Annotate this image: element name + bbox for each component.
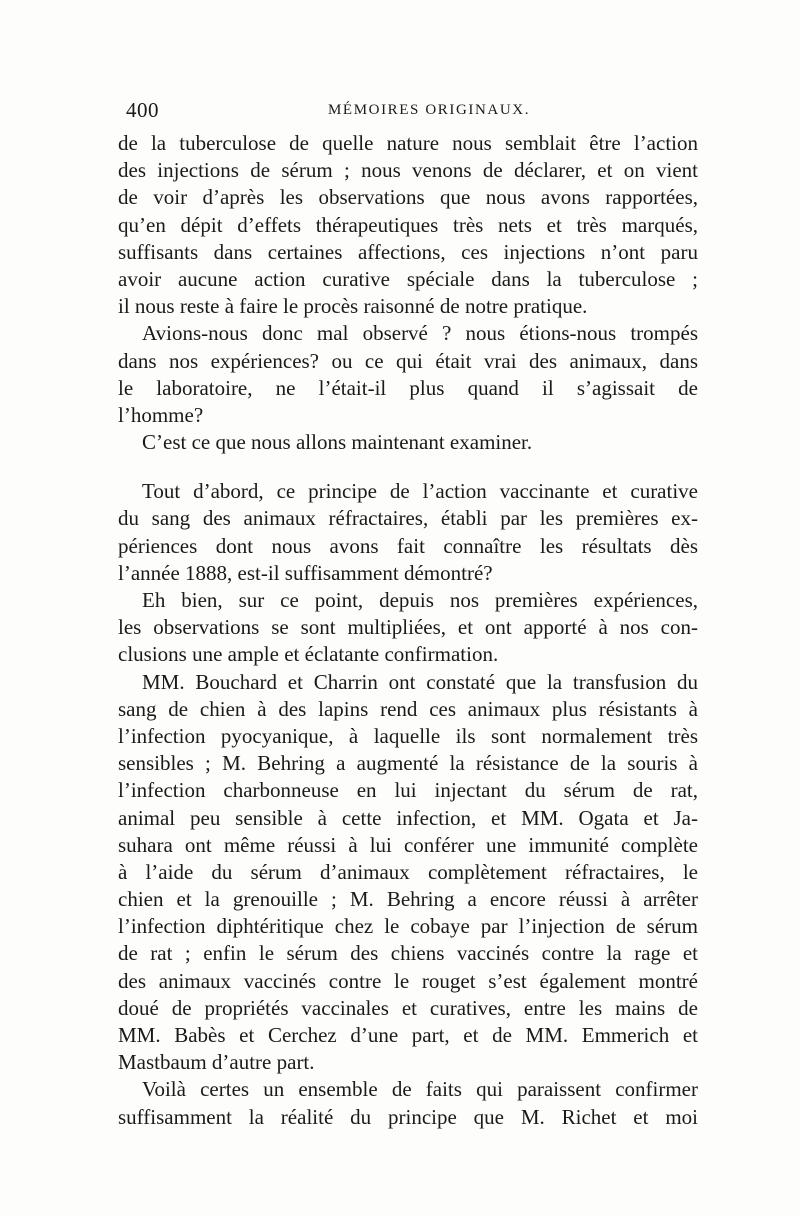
text-line: de rat ; enfin le sérum des chiens vaccinés contre la rage et	[118, 941, 698, 966]
text-line: à l’aide du sérum d’animaux complètement réfractaires, le	[118, 859, 698, 884]
text-line: Eh bien, sur ce point, depuis nos premières expériences,	[142, 588, 698, 612]
text-line: des animaux vaccinés contre le rouget s’est également montré	[118, 968, 698, 993]
text-line: doué de propriétés vaccinales et curatives, entre les mains de	[118, 995, 698, 1020]
text-line: sensibles ; M. Behring a augmenté la résistance de la souris à	[118, 751, 698, 776]
text-line: qu’en dépit d’effets thérapeutiques très nets et très marqués,	[118, 212, 698, 237]
paragraph	[118, 1076, 698, 1130]
page-number: 400	[126, 98, 159, 122]
text-line: clusions une ample et éclatante confirmation.	[118, 642, 499, 667]
text-line: Avions-nous donc mal observé ? nous étions-nous trompés	[142, 321, 698, 346]
text-line: suffisants dans certaines affections, ces injections n’ont paru	[118, 239, 698, 264]
body-text	[118, 130, 698, 1131]
text-line: chien et la grenouille ; M. Behring a encore réussi à arrêter	[118, 887, 698, 912]
text-line: du sang des animaux réfractaires, établi par les premières ex-	[118, 506, 698, 531]
text-line: Tout d’abord, ce principe de l’action vaccinante et curative	[142, 479, 698, 504]
text-line: dans nos expériences? ou ce qui était vrai des animaux, dans	[118, 348, 698, 373]
text-line: Mastbaum d’autre part.	[118, 1050, 315, 1075]
text-line: animal peu sensible à cette infection, et MM. Ogata et Ja-	[118, 805, 698, 830]
text-line: C’est ce que nous allons maintenant examiner.	[142, 430, 533, 455]
paragraph	[118, 429, 698, 456]
text-line: l’homme?	[118, 402, 204, 427]
text-line: périences dont nous avons fait connaître les résultats dès	[118, 533, 698, 558]
paragraph	[118, 130, 698, 320]
text-line: de la tuberculose de quelle nature nous semblait être l’action	[118, 131, 698, 155]
text-line: l’infection diphtéritique chez le cobaye par l’injection de sérum	[118, 914, 698, 939]
section-break	[118, 456, 698, 478]
page-header	[118, 98, 698, 128]
text-line: MM. Bouchard et Charrin ont constaté que la transfusion du	[142, 669, 698, 694]
text-line: MM. Babès et Cerchez d’une part, et de MM. Emmerich et	[118, 1023, 698, 1047]
text-line: l’infection charbonneuse en lui injectant du sérum de rat,	[118, 778, 698, 803]
text-line: les observations se sont multipliées, et ont apporté à nos con-	[118, 615, 698, 640]
paragraph	[118, 478, 698, 587]
text-line: des injections de sérum ; nous venons de déclarer, et on vient	[118, 158, 698, 183]
paragraph	[118, 320, 698, 429]
text-line: sang de chien à des lapins rend ces animaux plus résistants à	[118, 696, 698, 721]
running-title: MÉMOIRES ORIGINAUX.	[328, 102, 531, 118]
paragraph	[118, 669, 698, 1077]
text-line: de voir d’après les observations que nous avons rapportées,	[118, 185, 698, 210]
text-line: l’infection pyocyanique, à laquelle ils sont normalement très	[118, 723, 698, 748]
text-line: suffisamment la réalité du principe que M. Richet et moi	[118, 1104, 698, 1129]
text-line: l’année 1888, est-il suffisamment démontré?	[118, 560, 493, 585]
text-line: il nous reste à faire le procès raisonné de notre pratique.	[118, 294, 588, 319]
text-line: avoir aucune action curative spéciale dans la tuberculose ;	[118, 266, 698, 291]
paragraph	[118, 587, 698, 669]
text-line: le laboratoire, ne l’était-il plus quand il s’agissait de	[118, 375, 698, 400]
text-line: suhara ont même réussi à lui conférer une immunité complète	[118, 832, 698, 857]
text-line: Voilà certes un ensemble de faits qui paraissent confirmer	[142, 1077, 698, 1102]
